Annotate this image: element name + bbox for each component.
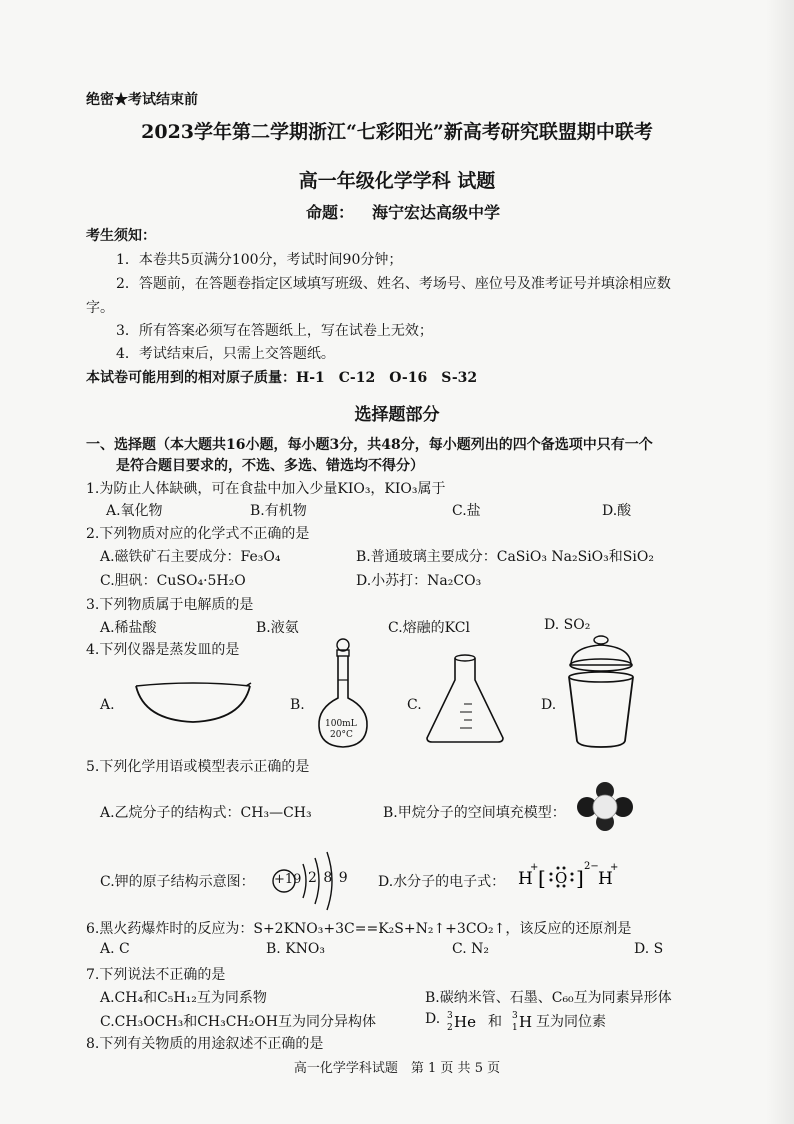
svg-text:O: O — [555, 869, 568, 887]
q7-option-d-suffix: 互为同位素 — [536, 1014, 606, 1030]
svg-text:H: H — [518, 869, 533, 889]
q1-stem: 1.为防止人体缺碘，可在食盐中加入少量KIO₃，KIO₃属于 — [86, 481, 446, 497]
q6-option-b: B. KNO₃ — [266, 941, 325, 957]
q7-option-c: C.CH₃OCH₃和CH₃CH₂OH互为同分异构体 — [100, 1014, 376, 1030]
q7-option-d-and: 和 — [488, 1014, 502, 1030]
tritium-isotope-notation-icon — [512, 1008, 538, 1032]
q5-option-d: D.水分子的电子式： — [378, 874, 506, 890]
q7-stem: 7.下列说法不正确的是 — [86, 967, 226, 983]
svg-text:+: + — [530, 862, 539, 873]
q2-option-c: C.胆矾：CuSO₄·5H₂O — [100, 573, 246, 589]
page-footer: 高一化学学科试题 第 1 页 共 5 页 — [293, 1061, 501, 1076]
q1-option-c: C.盐 — [452, 503, 481, 519]
q7-option-a: A.CH₄和C₅H₁₂互为同系物 — [100, 990, 267, 1006]
svg-text:2: 2 — [447, 1023, 453, 1033]
potassium-nucleus-charge: +19 — [274, 872, 302, 887]
q2-option-b: B.普通玻璃主要成分：CaSiO₃ Na₂SiO₃和SiO₂ — [356, 549, 654, 565]
q3-option-c: C.熔融的KCl — [388, 620, 470, 636]
svg-text:3: 3 — [447, 1011, 453, 1021]
flask-temperature-label: 20°C — [330, 730, 353, 740]
notice-item-3: 3．所有答案必须写在答题纸上，写在试卷上无效； — [116, 323, 433, 339]
q5-option-b: B.甲烷分子的空间填充模型： — [383, 805, 566, 821]
q7-option-d-prefix: D. — [425, 1011, 441, 1027]
q2-option-d: D.小苏打：Na₂CO₃ — [356, 573, 482, 589]
q6-option-d: D. S — [634, 941, 664, 957]
notice-item-1: 1．本卷共5页满分100分，考试时间90分钟； — [116, 252, 403, 268]
q1-option-a: A.氧化物 — [106, 503, 163, 519]
q5-stem: 5.下列化学用语或模型表示正确的是 — [86, 759, 310, 775]
methane-model-icon — [576, 782, 634, 832]
q4-option-c: C. — [407, 697, 422, 713]
conical-flask-icon — [424, 654, 506, 744]
q6-stem: 6.黑火药爆炸时的反应为：S+2KNO₃+3C==K₂S+N₂↑+3CO₂↑，该反应的还原剂是 — [86, 921, 632, 937]
q1-option-d: D.酸 — [602, 503, 632, 519]
part1-instructions-1: 一、选择题（本大题共16小题，每小题3分，共48分，每小题列出的四个备选项中只有一个 — [86, 437, 653, 453]
q4-option-b: B. — [290, 697, 305, 713]
q2-stem: 2.下列物质对应的化学式不正确的是 — [86, 526, 310, 542]
svg-text:2−: 2− — [584, 861, 599, 872]
q3-option-d: D. SO₂ — [544, 617, 591, 633]
svg-text:H: H — [519, 1013, 533, 1031]
q6-option-a: A. C — [100, 941, 130, 957]
atomic-mass-line: 本试卷可能用到的相对原子质量：H-1 C-12 O-16 S-32 — [86, 370, 478, 386]
author-school: 海宁宏达高级中学 — [372, 203, 501, 222]
svg-text:[: [ — [538, 866, 546, 890]
section-title: 选择题部分 — [354, 405, 440, 425]
evaporating-dish-icon — [134, 680, 252, 730]
q5-option-c: C.钾的原子结构示意图： — [100, 874, 255, 890]
svg-text:1: 1 — [512, 1023, 518, 1033]
confidential-mark: 绝密★考试结束前 — [86, 92, 198, 108]
potassium-electron-shells: 2 8 9 — [308, 870, 349, 886]
crucible-icon — [563, 635, 639, 751]
author-label: 命题： — [306, 203, 355, 222]
notice-item-2-cont: 字。 — [86, 300, 114, 316]
q3-option-a: A.稀盐酸 — [100, 620, 157, 636]
q4-option-a: A. — [100, 697, 115, 713]
q3-stem: 3.下列物质属于电解质的是 — [86, 597, 254, 613]
q4-option-d: D. — [541, 697, 557, 713]
q4-stem: 4.下列仪器是蒸发皿的是 — [86, 642, 240, 658]
water-electron-formula-icon — [518, 858, 626, 892]
exam-title: 2023学年第二学期浙江“七彩阳光”新高考研究联盟期中联考 — [141, 121, 653, 143]
flask-volume-label: 100mL — [325, 719, 357, 729]
svg-text:]: ] — [576, 866, 584, 890]
q3-option-b: B.液氨 — [256, 620, 299, 636]
notice-heading: 考生须知： — [86, 228, 156, 244]
svg-text:3: 3 — [512, 1011, 518, 1021]
q6-option-c: C. N₂ — [452, 941, 489, 957]
q5-option-a: A.乙烷分子的结构式：CH₃—CH₃ — [100, 805, 312, 821]
q7-option-b: B.碳纳米管、石墨、C₆₀互为同素异形体 — [425, 990, 672, 1006]
notice-item-2: 2．答题前，在答题卷指定区域填写班级、姓名、考场号、座位号及准考证号并填涂相应数 — [116, 276, 671, 292]
q8-stem: 8.下列有关物质的用途叙述不正确的是 — [86, 1036, 324, 1052]
svg-text:H: H — [598, 869, 613, 889]
helium-3-isotope-notation-icon — [447, 1008, 483, 1032]
exam-subtitle: 高一年级化学学科 试题 — [298, 170, 496, 192]
part1-instructions-2: 是符合题目要求的，不选、多选、错选均不得分） — [116, 458, 424, 474]
q2-option-a: A.磁铁矿石主要成分：Fe₃O₄ — [100, 549, 281, 565]
page-edge-shadow — [766, 0, 794, 1124]
notice-item-4: 4．考试结束后，只需上交答题纸。 — [116, 346, 335, 362]
svg-text:+: + — [610, 862, 619, 873]
q1-option-b: B.有机物 — [250, 503, 307, 519]
svg-text:He: He — [454, 1013, 476, 1031]
